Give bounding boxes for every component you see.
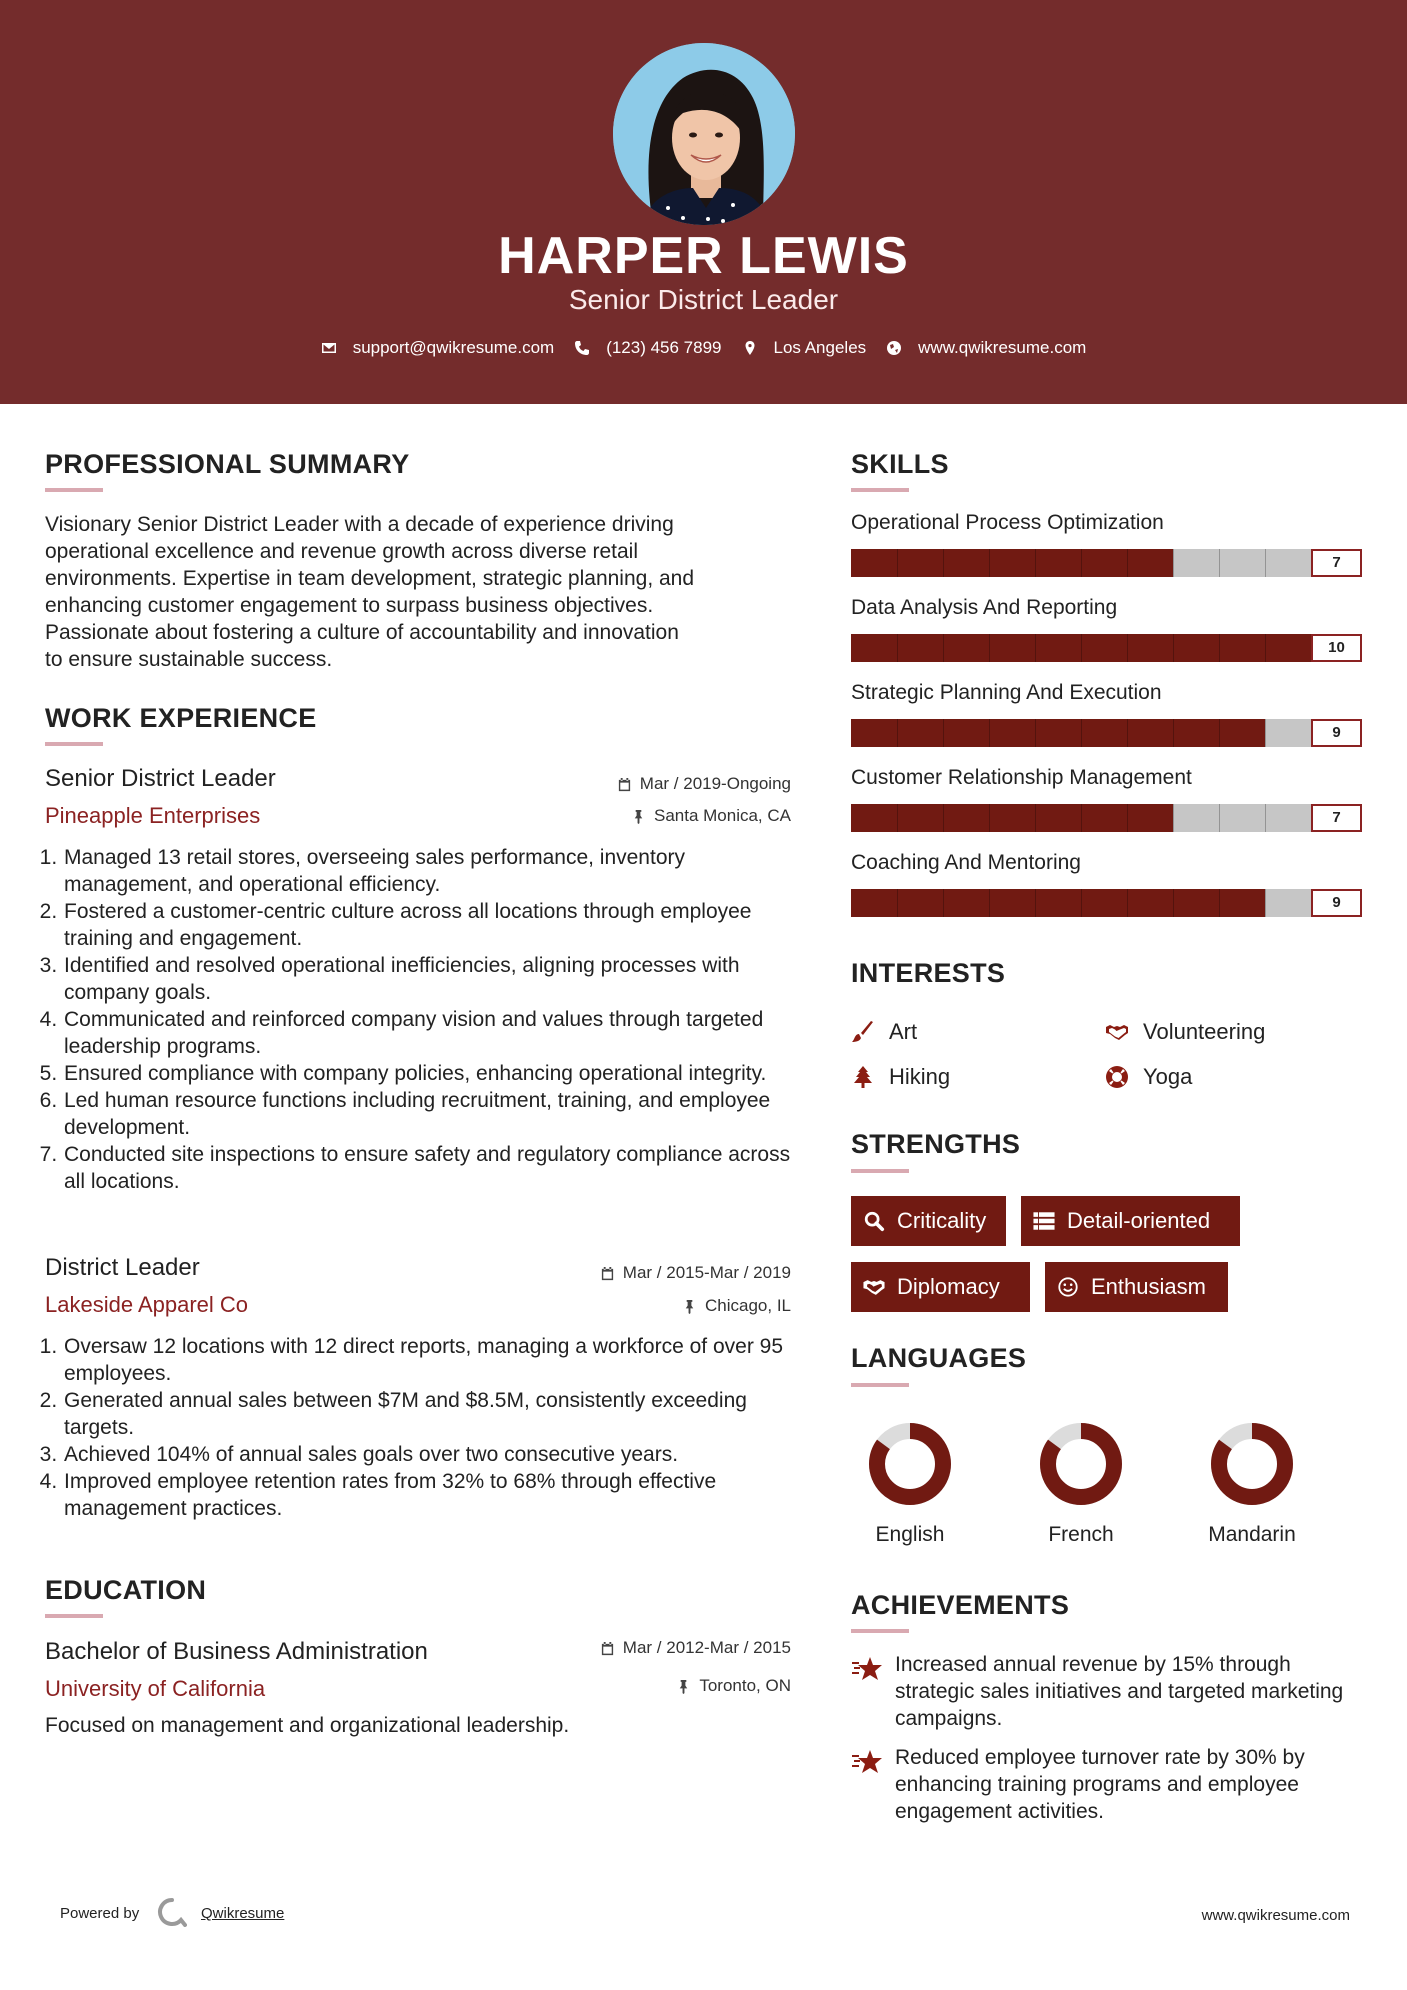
skill-bar-divider [1173,634,1174,662]
website-text: www.qwikresume.com [918,338,1087,357]
education-description: Focused on management and organizational leadership. [45,1714,570,1737]
interest-art [851,1019,917,1045]
duty-item: 1. Managed 13 retail stores, overseeing sales performance, inventory management, and operational efficiency. [63,844,813,898]
job-dates [617,774,791,794]
language-donut [867,1421,953,1507]
skill-bar-divider [1081,804,1082,832]
skill-bar-divider [1081,634,1082,662]
pushpin-icon [682,1299,697,1314]
language-donut [1209,1421,1295,1507]
skill-bar-divider [1173,719,1174,747]
skill-bar-divider [989,634,990,662]
skill-bar-divider [1173,549,1174,577]
strengths-heading: STRENGTHS [851,1129,1021,1159]
skill-bar-divider [1127,804,1128,832]
location-text: Los Angeles [773,338,867,357]
skill-bar-divider [1219,634,1220,662]
trophy-star-icon [851,1748,883,1776]
skill-bar-divider [1265,719,1266,747]
summary-line: Passionate about fostering a culture of accountability and innovation [45,621,679,644]
contact-email[interactable] [321,338,555,358]
skill-name: Operational Process Optimization [851,511,1164,534]
strengths-underline [851,1169,909,1173]
skill-bar-divider [1265,889,1266,917]
skill-level-badge: 9 [1311,889,1362,917]
email-text: support@qwikresume.com [352,338,555,357]
search-icon [863,1210,885,1232]
phone-text: (123) 456 7899 [606,338,722,357]
contact-phone[interactable] [574,338,721,358]
skill-name: Data Analysis And Reporting [851,596,1118,619]
strength-label: Diplomacy [897,1274,1000,1299]
envelope-icon [321,340,337,356]
summary-line: operational excellence and revenue growth across diverse retail [45,540,639,563]
skill-bar-divider [989,889,990,917]
skill-bar-divider [897,549,898,577]
globe-icon [886,340,902,356]
achievements-underline [851,1629,909,1633]
strength-label: Enthusiasm [1091,1274,1206,1299]
duty-item: 5. Ensured compliance with company policies, enhancing operational integrity. [63,1060,813,1087]
skill-bar-divider [1081,889,1082,917]
school-name: University of California [45,1676,266,1701]
pushpin-icon [676,1679,691,1694]
summary-heading: PROFESSIONAL SUMMARY [45,449,410,479]
skill-level-badge: 9 [1311,719,1362,747]
summary-underline [45,488,103,492]
skill-bar-divider [897,889,898,917]
skill-bar [851,719,1311,747]
skill-bar-divider [1219,719,1220,747]
duty-item: 2. Generated annual sales between $7M and $8.5M, consistently exceeding targets. [63,1387,813,1441]
job-dates-text: Mar / 2019-Ongoing [639,774,791,793]
skill-bar-divider [1219,549,1220,577]
interest-label: Hiking [889,1064,951,1089]
strength-enthusiasm [1045,1262,1228,1312]
job-dates [600,1263,791,1283]
skill-name: Customer Relationship Management [851,766,1192,789]
job-company: Lakeside Apparel Co [45,1292,249,1317]
skill-bar-divider [1127,889,1128,917]
skill-bar-divider [943,719,944,747]
skills-heading: SKILLS [851,449,949,479]
job-location [631,806,791,826]
interest-volunteering [1105,1019,1265,1045]
skill-bar-fill [851,719,1265,747]
contact-website[interactable] [886,338,1086,358]
interests-heading: INTERESTS [851,958,1006,988]
summary-line: enhancing customer engagement to surpass business objectives. [45,594,654,617]
skill-bar-divider [1035,804,1036,832]
skill-bar-divider [897,634,898,662]
skill-bar-divider [1127,549,1128,577]
job-title: Senior District Leader [45,765,276,792]
achievements-heading: ACHIEVEMENTS [851,1590,1070,1620]
summary-line: environments. Expertise in team development, strategic planning, and [45,567,695,590]
interest-hiking [851,1064,950,1090]
education-underline [45,1614,103,1618]
handshake-icon [1105,1020,1129,1044]
calendar-icon [600,1641,615,1656]
skill-bar-divider [1265,634,1266,662]
language-donut [1038,1421,1124,1507]
education-heading: EDUCATION [45,1575,207,1605]
resume-header [0,0,1407,404]
candidate-title: Senior District Leader [568,284,839,315]
experience-heading: WORK EXPERIENCE [45,703,317,733]
job-duties-list [45,844,813,1195]
language-label: English [875,1523,945,1546]
languages-heading: LANGUAGES [851,1343,1027,1373]
skill-bar-divider [943,634,944,662]
language-label: Mandarin [1208,1523,1296,1546]
achievement-item: Reduced employee turnover rate by 30% by enhancing training programs and employee engagement activities. [895,1746,1305,1823]
skill-bar-divider [1081,719,1082,747]
strength-detail-oriented [1021,1196,1240,1246]
paintbrush-icon [851,1020,875,1044]
skill-bar-divider [989,549,990,577]
smile-icon [1057,1276,1079,1298]
strength-diplomacy [851,1262,1030,1312]
interest-label: Yoga [1143,1064,1193,1089]
job-location-text: Chicago, IL [705,1296,791,1315]
skill-bar [851,804,1311,832]
duty-item: 1. Oversaw 12 locations with 12 direct reports, managing a workforce of over 95 employees. [63,1333,813,1387]
interest-label: Art [889,1019,918,1044]
achievement-item: Increased annual revenue by 15% through strategic sales initiatives and targeted marketing campaigns. [895,1653,1344,1730]
summary-line: to ensure sustainable success. [45,648,333,671]
skill-bar [851,634,1311,662]
skill-bar-fill [851,889,1265,917]
summary-text [45,511,694,673]
tree-icon [851,1065,875,1089]
education-location-text: Toronto, ON [699,1676,791,1695]
skill-bar-divider [943,549,944,577]
interest-label: Volunteering [1143,1019,1266,1044]
skill-name: Coaching And Mentoring [851,851,1081,874]
contact-location [742,338,867,358]
skill-bar [851,549,1311,577]
strength-criticality [851,1196,1006,1246]
skill-bar-fill [851,804,1173,832]
duty-item: 3. Identified and resolved operational inefficiencies, aligning processes with company goals. [63,952,813,1006]
skills-underline [851,488,909,492]
qwikresume-logo-icon [157,1897,187,1927]
job-dates-text: Mar / 2015-Mar / 2019 [622,1263,791,1282]
skill-bar-divider [1265,549,1266,577]
experience-underline [45,742,103,746]
map-pin-icon [742,340,758,356]
duty-item: 7. Conducted site inspections to ensure safety and regulatory compliance across all locations. [63,1141,813,1195]
skill-bar-divider [897,804,898,832]
duty-item: 2. Fostered a customer-centric culture across all locations through employee training and engagement. [63,898,813,952]
duty-item: 6. Led human resource functions including recruitment, training, and employee development. [63,1087,813,1141]
interest-yoga [1105,1064,1192,1090]
skill-level-badge: 7 [1311,549,1362,577]
job-title: District Leader [45,1254,200,1281]
skill-bar-divider [897,719,898,747]
duty-item: 4. Communicated and reinforced company vision and values through targeted leadership programs. [63,1006,813,1060]
job-location [682,1296,791,1316]
footer-url[interactable]: www.qwikresume.com [1201,1907,1350,1924]
job-duties-list [45,1333,813,1522]
footer-brand-link[interactable]: Qwikresume [201,1905,285,1922]
language-label: French [1048,1523,1114,1546]
skill-bar-divider [1173,804,1174,832]
skill-level-badge: 10 [1311,634,1362,662]
strength-label: Detail-oriented [1067,1208,1211,1233]
skill-bar-divider [1081,549,1082,577]
skill-bar-divider [943,889,944,917]
duty-item: 3. Achieved 104% of annual sales goals over two consecutive years. [63,1441,813,1468]
languages-underline [851,1383,909,1387]
list-icon [1033,1210,1055,1232]
degree-title: Bachelor of Business Administration [45,1638,428,1665]
handshake-icon [863,1276,885,1298]
skill-bar-divider [1035,549,1036,577]
skill-bar-divider [1127,634,1128,662]
trophy-star-icon [851,1655,883,1683]
skill-bar-divider [1219,889,1220,917]
job-location-text: Santa Monica, CA [653,806,791,825]
skill-bar-divider [1265,804,1266,832]
skill-bar-divider [943,804,944,832]
calendar-icon [600,1266,615,1281]
life-ring-icon [1105,1065,1129,1089]
skill-level-badge: 7 [1311,804,1362,832]
strength-label: Criticality [897,1208,987,1233]
calendar-icon [617,777,632,792]
education-dates [600,1638,791,1658]
pushpin-icon [631,809,646,824]
skill-bar-divider [1127,719,1128,747]
profile-photo [613,43,795,225]
footer-powered-by: Powered by [60,1905,140,1922]
education-location [676,1676,791,1696]
job-company: Pineapple Enterprises [45,803,261,828]
education-dates-text: Mar / 2012-Mar / 2015 [622,1638,791,1657]
skill-bar-divider [989,804,990,832]
skill-bar-divider [1173,889,1174,917]
contact-bar [0,338,1407,358]
skill-bar-divider [1219,804,1220,832]
summary-line: Visionary Senior District Leader with a decade of experience driving [45,513,674,536]
skill-bar-fill [851,549,1173,577]
skill-bar-divider [1035,889,1036,917]
duty-item: 4. Improved employee retention rates from 32% to 68% through effective management practices. [63,1468,813,1522]
skill-name: Strategic Planning And Execution [851,681,1162,704]
skill-bar-divider [989,719,990,747]
phone-icon [574,340,590,356]
skill-bar-divider [1035,634,1036,662]
candidate-name: HARPER LEWIS [498,227,909,285]
skill-bar-divider [1035,719,1036,747]
skill-bar [851,889,1311,917]
